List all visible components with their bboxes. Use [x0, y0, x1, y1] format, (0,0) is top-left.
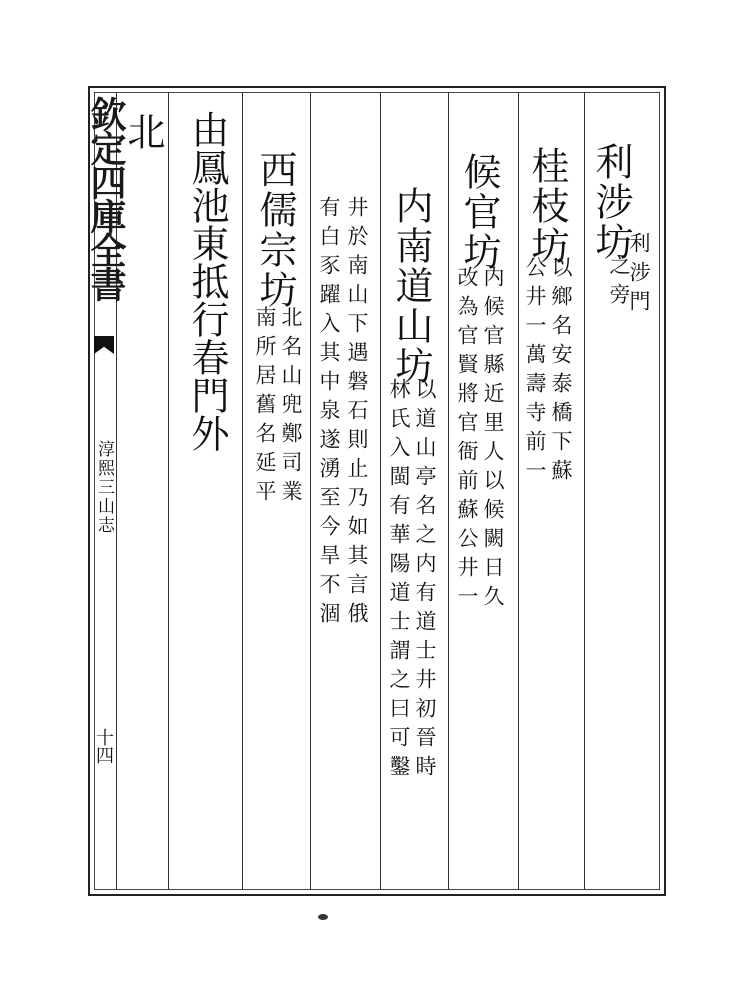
- column-rule: [518, 92, 519, 890]
- entry-note: 利涉門: [627, 232, 651, 319]
- entry-note: 以道山亭名之内有道士井初晉時: [413, 378, 437, 784]
- entry-note: 林氏入閩有華陽道士謂之曰可鑿: [387, 378, 411, 784]
- ink-spot: [318, 914, 328, 920]
- series-title: 欽定四庫全書: [85, 96, 127, 300]
- entry-note: 井於南山下遇磐石則止乃如其言俄: [345, 196, 369, 631]
- entry-note: 改為官賢將官衙前蘇公井一: [455, 266, 479, 614]
- entry-note: 有白豕躍入其中泉遂湧至今旱不涸: [317, 196, 341, 631]
- entry-note: 公井一萬壽寺前一: [523, 256, 547, 488]
- entry-note: 之旁: [607, 254, 631, 312]
- inner-border: [94, 92, 660, 890]
- column-rule: [584, 92, 585, 890]
- entry-heading: 由鳳池東抵行春門外: [185, 110, 229, 452]
- column-rule: [448, 92, 449, 890]
- column-rule: [168, 92, 169, 890]
- entry-heading: 桂枝坊: [525, 146, 569, 266]
- column-rule: [242, 92, 243, 890]
- entry-heading: 北: [121, 112, 165, 152]
- entry-note: 以鄉名安泰橋下蘇: [549, 256, 573, 488]
- column-rule: [310, 92, 311, 890]
- column-rule: [380, 92, 381, 890]
- entry-heading: 西儒宗坊: [253, 150, 297, 310]
- entry-heading: 内南道山坊: [389, 186, 433, 386]
- entry-heading: 利涉坊: [589, 142, 633, 262]
- entry-note: 内候官縣近里人以候闕日久: [481, 266, 505, 614]
- book-title: 淳熙三山志: [94, 440, 114, 535]
- entry-heading: 候官坊: [457, 152, 501, 272]
- page-number: 十四: [93, 728, 114, 764]
- entry-note: 北名山兜鄭司業: [279, 306, 303, 509]
- entry-note: 南所居舊名延平: [253, 306, 277, 509]
